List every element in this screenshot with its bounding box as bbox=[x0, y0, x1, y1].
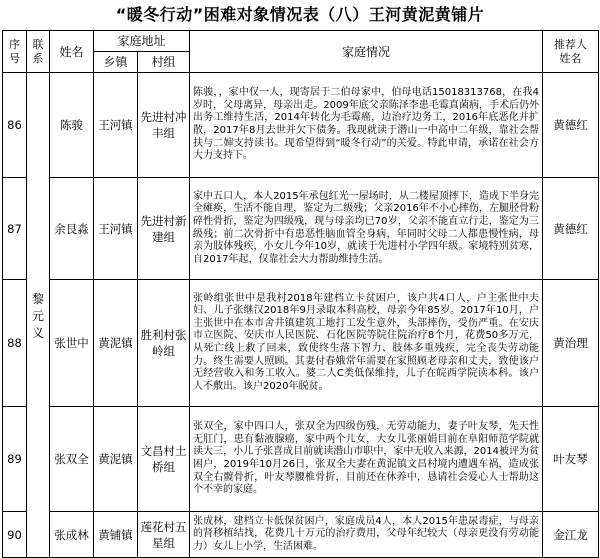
row-number: 87 bbox=[3, 178, 27, 280]
header-town: 乡镇 bbox=[94, 52, 138, 73]
table-row bbox=[3, 407, 599, 512]
person-name: 张世中 bbox=[50, 280, 94, 407]
family-situation: 张岭组张世中是我村2018年建档立卡贫困户，该户共4口人，户主张世中夫妇、儿子张继汉2018年9月录取本科高校，母亲今年85岁。2017年10月，户主张世中在本市舍井镇建筑工地打工发生意外，头部摔伤，受伤严重。在安庆市立医院、安庆市人民医院、石化医院等院住院治疗8个月，花费50多万元，从死亡线上救了回来，致使终生落下智力、肢体多重残疾，完全丧失劳动能力。终生需要人照顾。其妻付春娥常年需要在家照顾老母亲和丈夫，致使该户无经营收入和务工收入。婆二人C类低保维持，儿子在皖西学院读本科。该户人不敷出。该户2020年脱贫。 bbox=[190, 280, 543, 407]
person-name: 张双全 bbox=[50, 407, 94, 512]
village: 先进村新建组 bbox=[138, 178, 190, 280]
family-situation: 家中五口人，本人2015年承包红光一屋场时，从二楼屋顶摔下，造成下半身完全瘫痪，生活不能自理，鉴定为二级残；父亲2016年不小心摔伤，左腿胫骨粉碎性骨折，鉴定为四级残，现与母亲均已70岁，父亲不能直立行走，鉴定为三级残；前二次骨折中有患恶性脑血管全身病，年同时父母二人都患慢性病，母亲为肢体残疾，小女儿今年10岁，就读于先进村小学四年级。家境特别贫寒，自2017年起，仅靠社会大力帮助维持生活。 bbox=[190, 178, 543, 280]
town: 王河镇 bbox=[94, 178, 138, 280]
table-row bbox=[3, 512, 599, 558]
person-name: 陈骏 bbox=[50, 73, 94, 178]
header-seq: 序 号 bbox=[3, 31, 27, 73]
recommender: 黄德红 bbox=[543, 178, 599, 280]
page-title: “暖冬行动”困难对象情况表（八）王河黄泥黄铺片 bbox=[115, 5, 485, 24]
poverty-table bbox=[2, 30, 599, 558]
header-situation: 家庭情况 bbox=[190, 31, 543, 73]
row-number: 86 bbox=[3, 73, 27, 178]
family-situation: 张双全，家中四口人，张双全为四级伤残，无劳动能力，妻子叶友琴，先天性无肛门，患有黏液腺癌，家中两个儿女，大女儿张丽娟目前在阜阳师范学院就读大三，小儿子张喜成目前就读潜山市职中，家中无收入来源，2014被评为贫困户，2019年10月26日，张双全夫妻在黄泥镇文昌村境内遭遇车祸，造成张双全右髋骨折，叶友琴腰椎骨折，目前还在休养中，恳请社会爱心人士帮助这个不幸的家庭。 bbox=[190, 407, 543, 512]
row-number: 89 bbox=[3, 407, 27, 512]
header-recommender: 推荐人 姓名 bbox=[543, 31, 599, 73]
person-name: 余艮淼 bbox=[50, 178, 94, 280]
header-address: 家庭地址 bbox=[94, 31, 190, 52]
family-situation: 张成林，建档立卡低保贫困户，家庭成员4人，本人2015年患尿毒症，与母亲的肾移植结找，花费几十万元的治疗费用，父母年纪较大（母亲更没有劳动能力）女儿上小学，生活困难。 bbox=[190, 512, 543, 558]
town: 黄铺镇 bbox=[94, 512, 138, 558]
recommender: 金江龙 bbox=[543, 512, 599, 558]
table-row bbox=[3, 178, 599, 280]
town: 王河镇 bbox=[94, 73, 138, 178]
header-name: 姓名 bbox=[50, 31, 94, 73]
table-row bbox=[3, 73, 599, 178]
table-row bbox=[3, 280, 599, 407]
recommender: 黄德红 bbox=[543, 73, 599, 178]
person-name: 张成林 bbox=[50, 512, 94, 558]
recommender: 黄治理 bbox=[543, 280, 599, 407]
town: 黄泥镇 bbox=[94, 407, 138, 512]
liaison-cell: 黎元义 bbox=[27, 73, 50, 558]
town: 黄泥镇 bbox=[94, 280, 138, 407]
village: 文昌村土桥组 bbox=[138, 407, 190, 512]
recommender: 叶友琴 bbox=[543, 407, 599, 512]
family-situation: 陈骏，，家中仅一人，现寄居于二伯母家中，伯母电话15018313768，在我4岁时，父母离异，母亲出走。2009年底父亲陈泽李患毛霉真菌病，手术后仍外出务工维持生活，2014年转化为毛霉癌，边治疗边务工，2016年底恶化并扩散，2017年8月去世并欠下债务。我现就读于潜山一中高中二年级，靠社会帮扶与二婶支持读书。现希望得到“暖冬行动”的关爱。特此申请，承诺在社会方大力支持下。 bbox=[190, 73, 543, 178]
village: 先进村冲丰组 bbox=[138, 73, 190, 178]
header-village: 村组 bbox=[138, 52, 190, 73]
row-number: 90 bbox=[3, 512, 27, 558]
village: 莲花村五星组 bbox=[138, 512, 190, 558]
header-liaison: 联 系 bbox=[27, 31, 50, 73]
village: 胜利村张岭组 bbox=[138, 280, 190, 407]
row-number: 88 bbox=[3, 280, 27, 407]
